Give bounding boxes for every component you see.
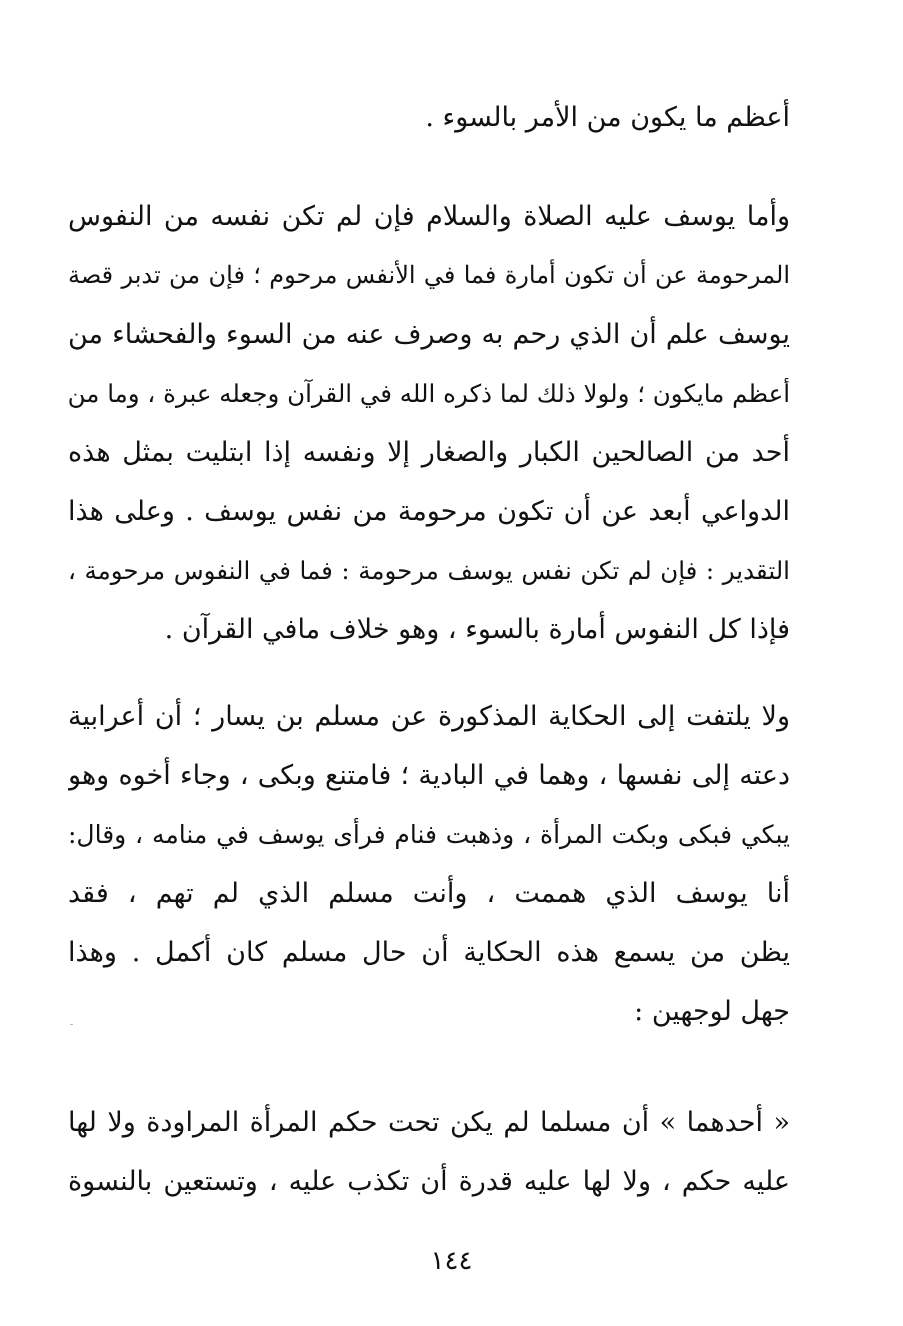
margin-mark: [70, 1024, 73, 1025]
text-line: أعظم مايكون ؛ ولولا ذلك لما ذكره الله في القرآن وجعله عبرة ، وما من: [68, 379, 790, 408]
paragraph-3: [68, 687, 790, 1041]
text-line: فإذا كل النفوس أمارة بالسوء ، وهو خلاف مافي القرآن .: [164, 614, 790, 645]
page-number: ١٤٤: [430, 1246, 473, 1276]
text-line: دعته إلى نفسها ، وهما في البادية ؛ فامتنع وبكى ، وجاء أخوه وهو: [68, 760, 790, 791]
text-line: وأما يوسف عليه الصلاة والسلام فإن لم تكن نفسه من النفوس: [68, 201, 790, 232]
text-line: الدواعي أبعد عن أن تكون مرحومة من نفس يوسف . وعلى هذا: [68, 496, 790, 527]
text-line: جهل لوجهين :: [634, 996, 790, 1027]
paragraph-4: [68, 1093, 790, 1211]
paragraph-2: [68, 187, 790, 659]
paragraph-1: [68, 88, 790, 147]
text-line: يوسف علم أن الذي رحم به وصرف عنه من السوء والفحشاء من: [68, 319, 790, 350]
text-line: يظن من يسمع هذه الحكاية أن حال مسلم كان أكمل . وهذا: [68, 937, 790, 968]
text-line: ولا يلتفت إلى الحكاية المذكورة عن مسلم بن يسار ؛ أن أعرابية: [68, 701, 790, 732]
text-line: عليه حكم ، ولا لها عليه قدرة أن تكذب عليه ، وتستعين بالنسوة: [68, 1166, 790, 1197]
text-line: أنا يوسف الذي هممت ، وأنت مسلم الذي لم تهم ، فقد: [68, 878, 790, 909]
text-line: أعظم ما يكون من الأمر بالسوء .: [425, 102, 790, 133]
text-line: « أحدهما » أن مسلما لم يكن تحت حكم المرأة المراودة ولا لها: [68, 1107, 790, 1138]
text-line: يبكي فبكى وبكت المرأة ، وذهبت فنام فرأى يوسف في منامه ، وقال:: [68, 820, 790, 849]
text-line: المرحومة عن أن تكون أمارة فما في الأنفس مرحوم ؛ فإن من تدبر قصة: [68, 261, 790, 289]
text-line: التقدير : فإن لم تكن نفس يوسف مرحومة : فما في النفوس مرحومة ،: [68, 556, 790, 585]
text-line: أحد من الصالحين الكبار والصغار إلا ونفسه إذا ابتليت بمثل هذه: [68, 437, 790, 468]
